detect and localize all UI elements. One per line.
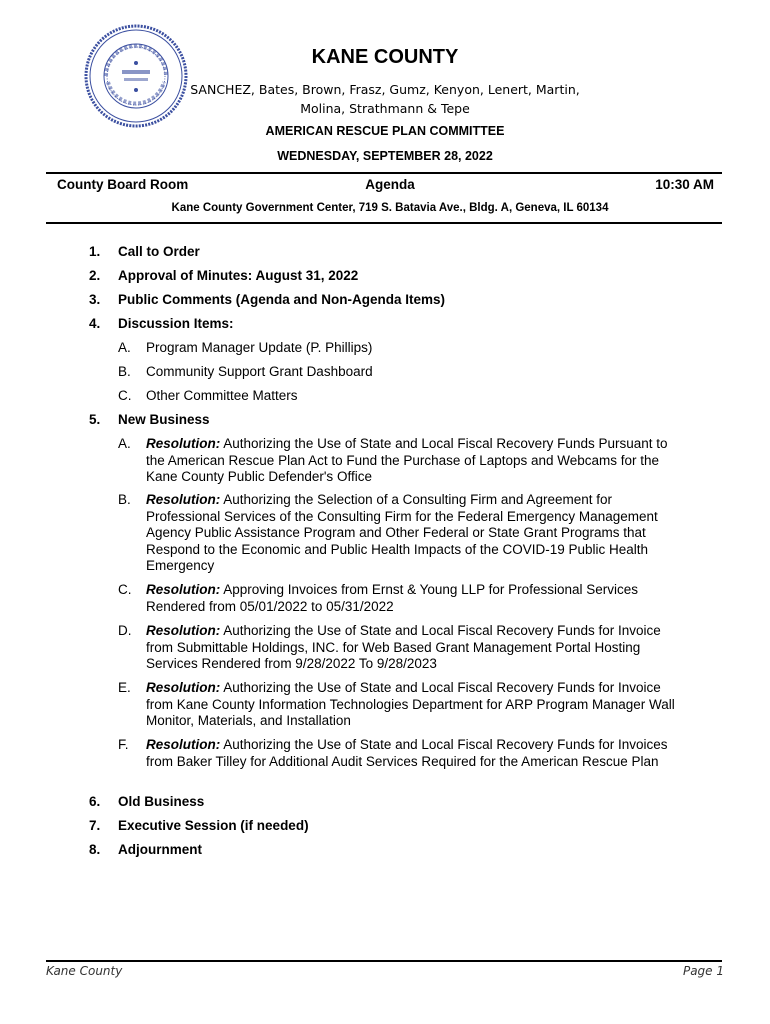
item-number: 7.	[89, 818, 101, 833]
agenda-label: Agenda	[365, 177, 415, 192]
footer-page-number: Page 1	[682, 964, 724, 978]
sub-text	[146, 623, 686, 673]
meeting-date: WEDNESDAY, SEPTEMBER 28, 2022	[277, 149, 493, 163]
meeting-time: 10:30 AM	[655, 177, 714, 192]
sub-text: Other Committee Matters	[146, 388, 298, 403]
resolution-text: Approving Invoices from Ernst & Young LLP for Professional Services Rendered from 05/01/2022 to 05/31/2022	[146, 582, 638, 614]
resolution-label: Resolution:	[146, 582, 221, 597]
item-number: 5.	[89, 412, 101, 427]
sub-letter: C.	[118, 582, 132, 597]
item-number: 6.	[89, 794, 101, 809]
committee-members	[190, 80, 580, 118]
sub-text	[146, 737, 686, 770]
item-number: 3.	[89, 292, 101, 307]
resolution-label: Resolution:	[146, 492, 221, 507]
sub-text	[146, 680, 686, 730]
meeting-room: County Board Room	[57, 177, 189, 192]
resolution-text: Authorizing the Selection of a Consulting Firm and Agreement for Professional Services of the Consulting Firm for the Federal Emergency Management Agency Public Assistance Program and Other Federal or State Grant Programs that Respond to the Economic and Public Health Impacts of the COVID-19 Public Health Emergency	[146, 492, 658, 574]
item-text: New Business	[118, 412, 210, 427]
resolution-text: Authorizing the Use of State and Local Fiscal Recovery Funds for Invoice from Kane County Information Technologies Department for ARP Program Manager Wall Monitor, Materials, and Installation	[146, 680, 675, 729]
sub-letter: C.	[118, 388, 132, 403]
sub-letter: F.	[118, 737, 129, 752]
item-text: Public Comments (Agenda and Non-Agenda Items)	[118, 292, 446, 307]
sub-text	[146, 582, 686, 615]
sub-letter: A.	[118, 436, 131, 451]
sub-letter: B.	[118, 492, 131, 507]
header-divider	[46, 172, 722, 174]
footer-divider	[46, 960, 722, 962]
resolution-label: Resolution:	[146, 623, 221, 638]
meeting-address: Kane County Government Center, 719 S. Batavia Ave., Bldg. A, Geneva, IL 60134	[171, 202, 609, 214]
sub-letter: E.	[118, 680, 131, 695]
sub-letter: B.	[118, 364, 131, 379]
item-number: 1.	[89, 244, 101, 259]
item-number: 4.	[89, 316, 101, 331]
page-title: KANE COUNTY	[311, 46, 459, 68]
sub-text: Program Manager Update (P. Phillips)	[146, 340, 373, 355]
resolution-text: Authorizing the Use of State and Local Fiscal Recovery Funds for Invoices from Baker Tilley for Additional Audit Services Required for the American Rescue Plan	[146, 737, 668, 769]
sub-letter: A.	[118, 340, 131, 355]
item-text: Executive Session (if needed)	[118, 818, 309, 833]
item-text: Old Business	[118, 794, 205, 809]
resolution-text: Authorizing the Use of State and Local Fiscal Recovery Funds for Invoice from Submittable Holdings, INC. for Web Based Grant Management Portal Hosting Services Rendered from 9/28/2022 To 9/28/2023	[146, 623, 661, 672]
item-text: Discussion Items:	[118, 316, 234, 331]
sub-text	[146, 492, 686, 575]
committee-name: AMERICAN RESCUE PLAN COMMITTEE	[265, 124, 505, 138]
item-number: 2.	[89, 268, 101, 283]
sub-text: Community Support Grant Dashboard	[146, 364, 373, 379]
item-text: Call to Order	[118, 244, 200, 259]
members-line-2: Molina, Strathmann & Tepe	[300, 101, 470, 116]
footer-county: Kane County	[46, 964, 123, 978]
sub-text	[146, 436, 686, 486]
sub-letter: D.	[118, 623, 132, 638]
address-divider	[46, 222, 722, 224]
item-text: Approval of Minutes: August 31, 2022	[118, 268, 359, 283]
item-number: 8.	[89, 842, 101, 857]
resolution-label: Resolution:	[146, 737, 221, 752]
resolution-label: Resolution:	[146, 680, 221, 695]
resolution-text: Authorizing the Use of State and Local Fiscal Recovery Funds Pursuant to the American Rescue Plan Act to Fund the Purchase of Laptops and Webcams for the Kane County Public Defender's Office	[146, 436, 668, 485]
members-line-1: SANCHEZ, Bates, Brown, Frasz, Gumz, Kenyon, Lenert, Martin,	[190, 82, 580, 97]
county-seal	[84, 24, 188, 128]
resolution-label: Resolution:	[146, 436, 221, 451]
item-text: Adjournment	[118, 842, 202, 857]
